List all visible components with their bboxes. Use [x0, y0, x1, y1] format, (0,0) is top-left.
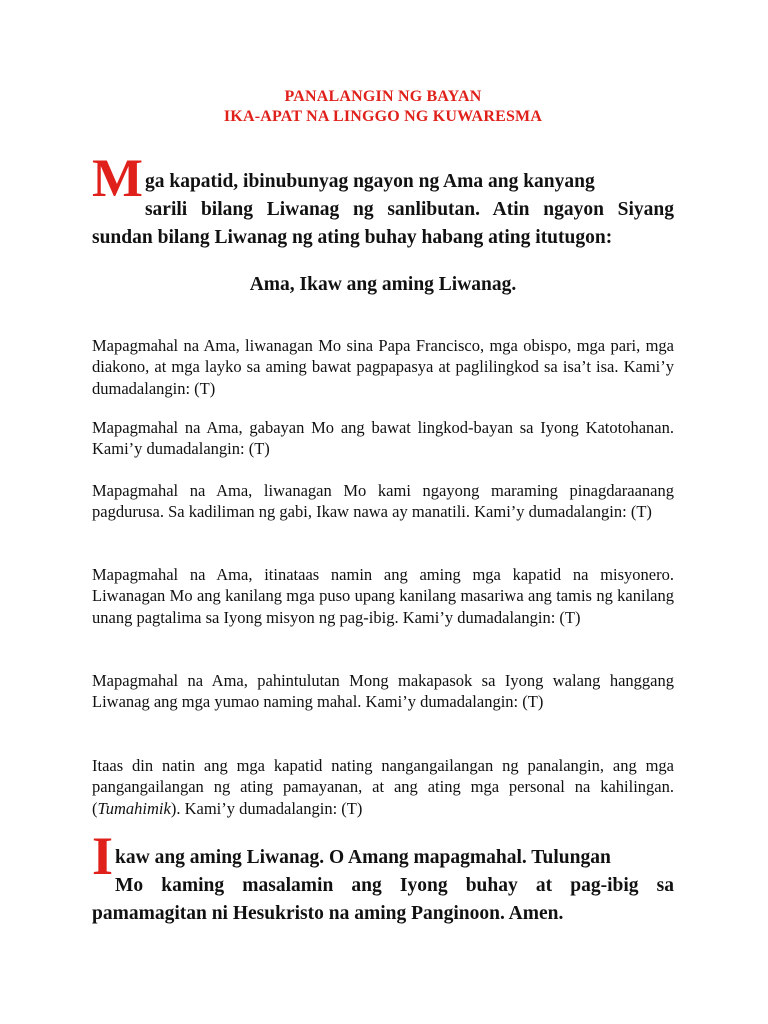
title-line-1: PANALANGIN NG BAYAN	[284, 88, 482, 105]
closing-prayer	[92, 826, 674, 928]
intro-paragraph	[92, 148, 674, 252]
congregation-response: Ama, Ikaw ang aming Liwanag.	[249, 274, 517, 295]
petition-6-text: Itaas din natin ang mga kapatid nating nangangailangan ng panalangin, ang mga pangangailangan ng ating pamayanan, at ang ating mga personal na kahilingan. (	[92, 755, 674, 818]
closing-dropcap: I	[92, 826, 114, 886]
petition-6-end: ). Kami’y dumadalangin: (T)	[170, 798, 363, 818]
closing-rest: Mo kaming masalamin ang Iyong buhay at pag-ibig sa pamamagitan ni Hesukristo na aming Panginoon. Amen.	[92, 875, 674, 924]
intro-rest: sarili bilang Liwanag ng sanlibutan. Atin ngayon Siyang sundan bilang Liwanag ng ating buhay habang ating itutugon:	[92, 199, 674, 248]
title-line-2: IKA-APAT NA LINGGO NG KUWARESMA	[223, 108, 543, 125]
petition-1: Mapagmahal na Ama, liwanagan Mo sina Papa Francisco, mga obispo, mga pari, mga diakono, at mga layko sa aming bawat pagpapasya at paglilingkod sa isa’t isa. Kami’y dumadalangin: (T)	[92, 335, 674, 398]
petition-6-italic: Tumahimik	[97, 798, 171, 818]
closing-first-line: kaw ang aming Liwanag. O Amang mapagmahal. Tulungan	[115, 847, 611, 868]
petition-2: Mapagmahal na Ama, gabayan Mo ang bawat lingkod-bayan sa Iyong Katotohanan. Kami’y dumadalangin: (T)	[92, 417, 674, 458]
petition-4: Mapagmahal na Ama, itinataas namin ang aming mga kapatid na misyonero. Liwanagan Mo ang kanilang mga puso upang kanilang masariwa ang tamis ng kanilang unang pagtalima sa Iyong misyon ng pag-ibig. Kami’y dumadalangin: (T)	[92, 564, 674, 627]
petition-3: Mapagmahal na Ama, liwanagan Mo kami ngayong maraming pinagdaraanang pagdurusa. Sa kadiliman ng gabi, Ikaw nawa ay manatili. Kami’y dumadalangin: (T)	[92, 480, 674, 521]
intro-first-line: ga kapatid, ibinubunyag ngayon ng Ama ang kanyang	[144, 171, 595, 192]
petition-6	[92, 755, 674, 820]
intro-dropcap: M	[92, 148, 143, 208]
petition-5: Mapagmahal na Ama, pahintulutan Mong makapasok sa Iyong walang hanggang Liwanag ang mga yumao naming mahal. Kami’y dumadalangin: (T)	[92, 670, 674, 711]
